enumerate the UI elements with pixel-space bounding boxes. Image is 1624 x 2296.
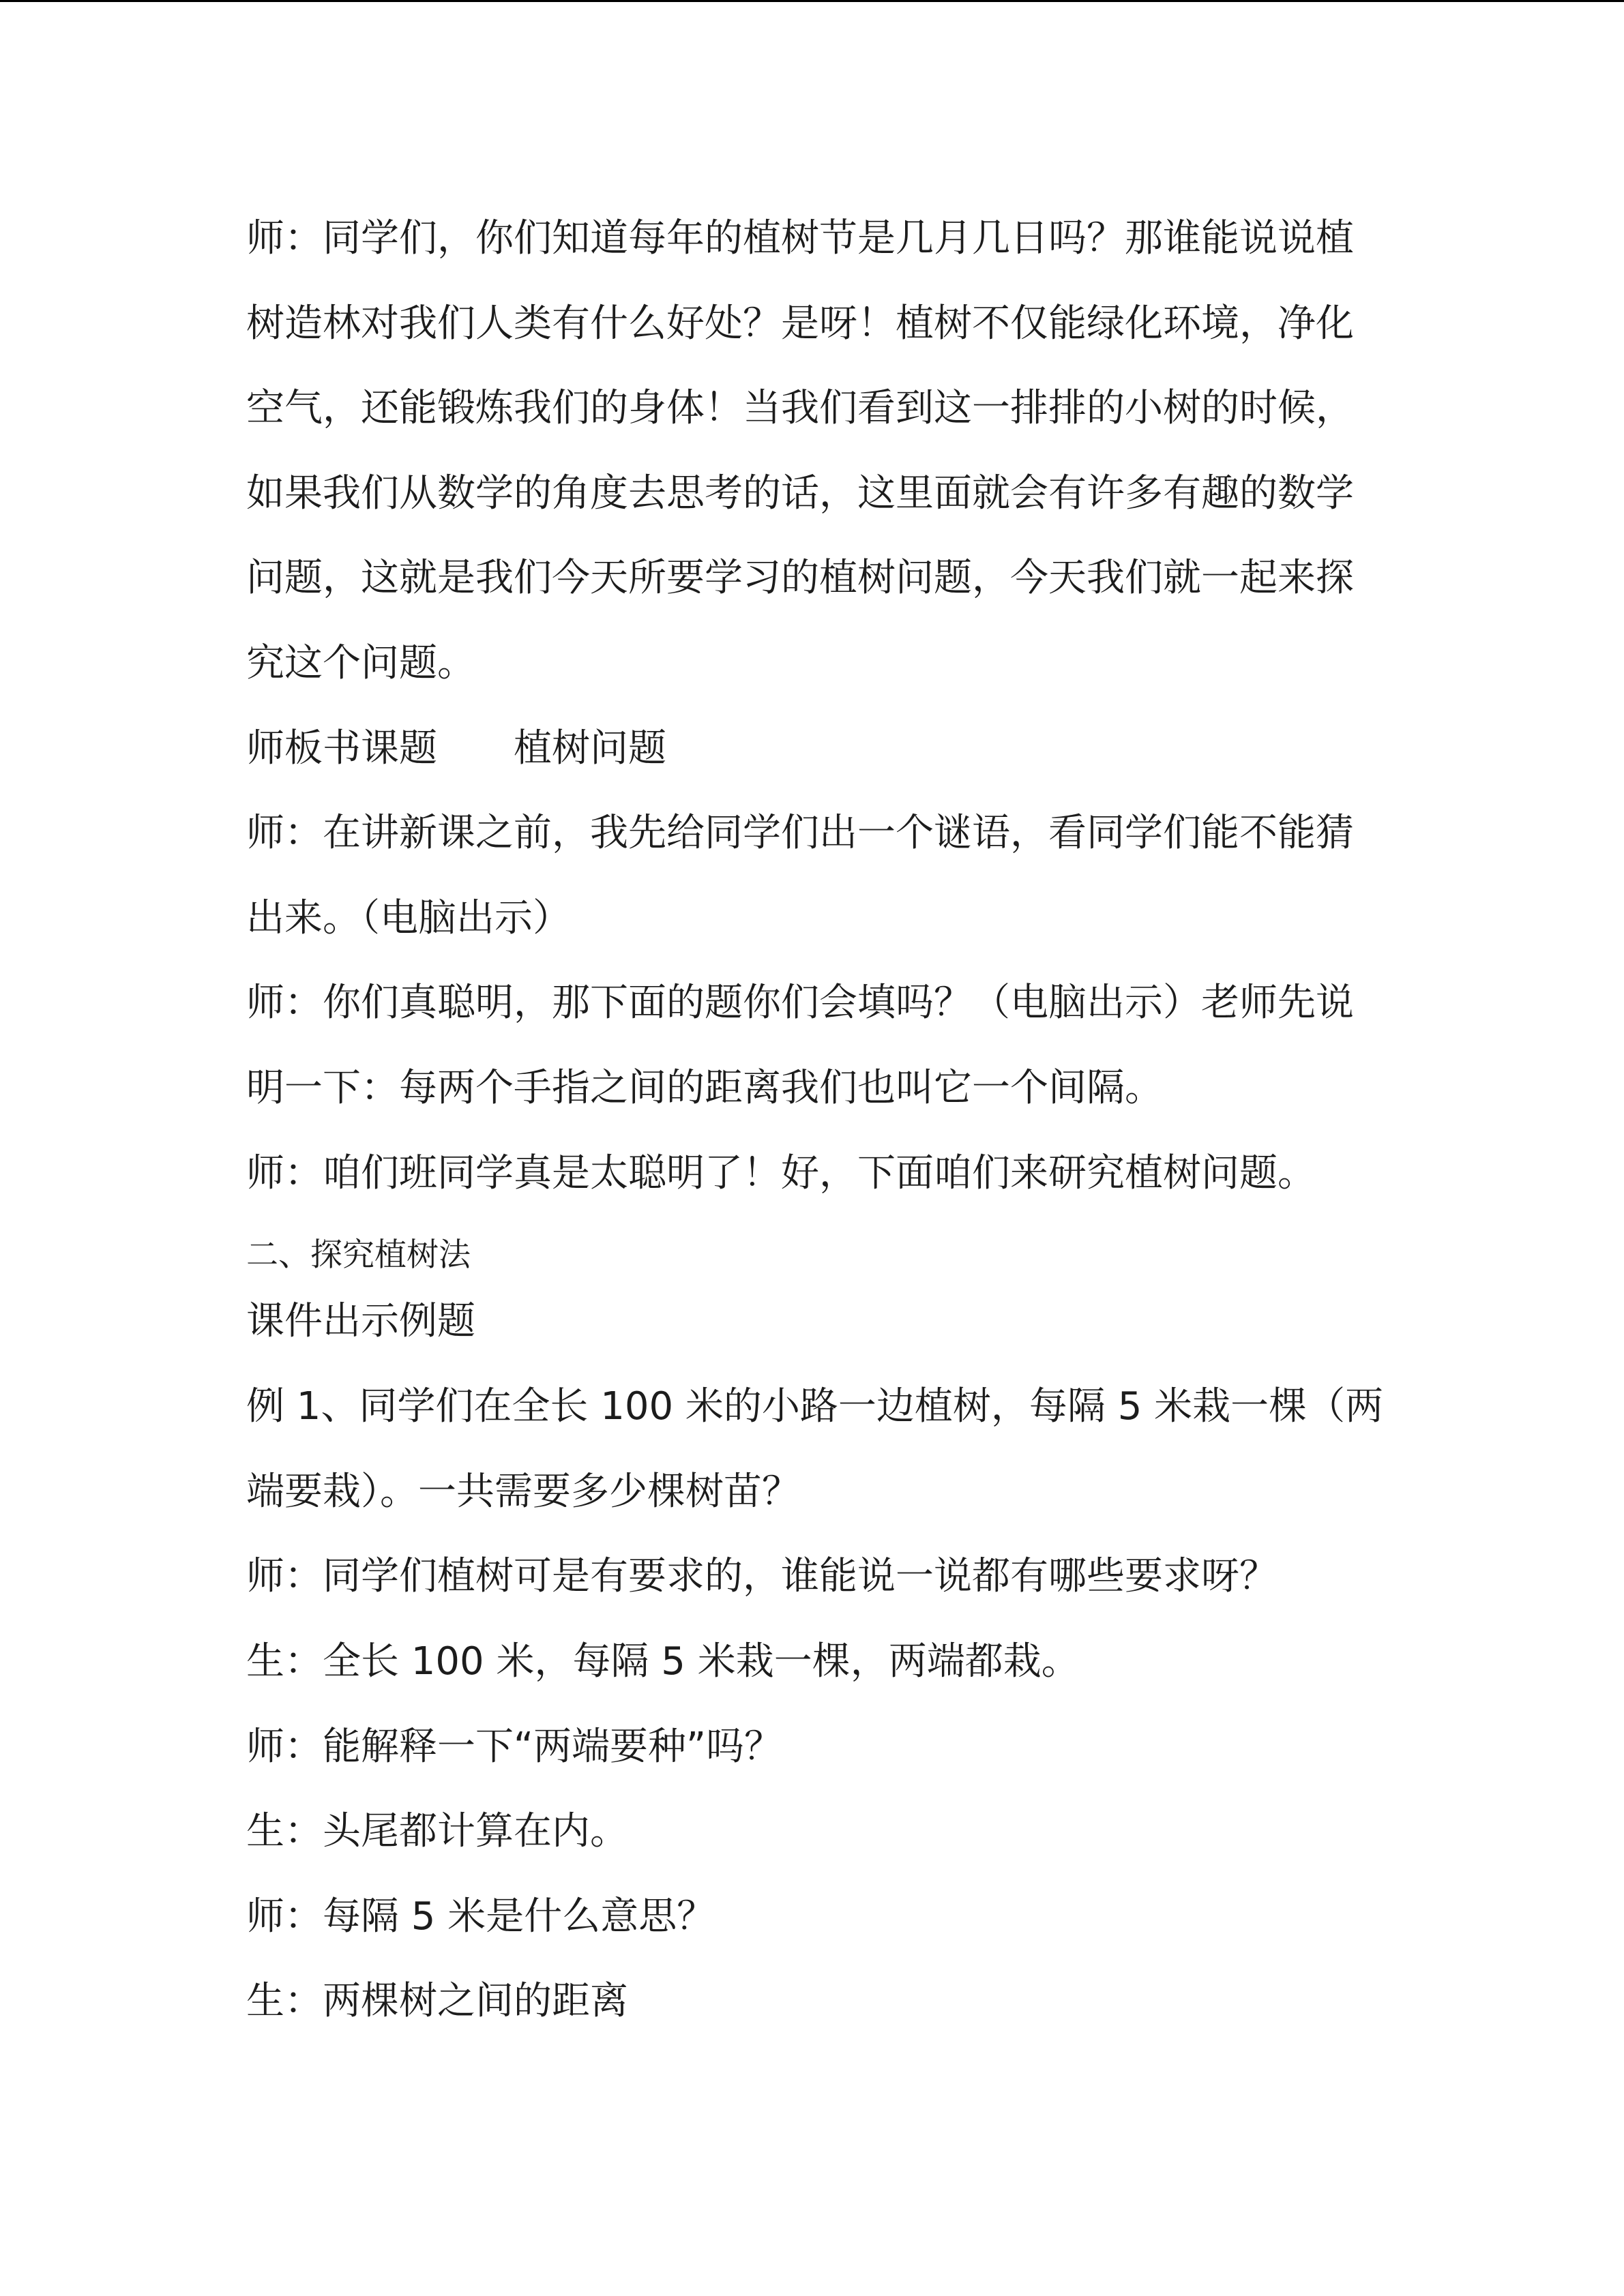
text-line: 师板书课题 植树问题 — [246, 726, 666, 771]
text-line: 端要栽）。一共需要多少棵树苗？ — [246, 1469, 800, 1514]
text-line: 生：全长 100 米，每隔 5 米栽一棵，两端都栽。 — [246, 1639, 1080, 1684]
text-line: 课件出示例题 — [246, 1299, 475, 1344]
dialogue-line — [246, 1620, 1624, 1705]
text-line: 树造林对我们人类有什么好处？是呀！植树不仅能绿化环境，净化 — [246, 301, 1354, 346]
paragraph — [246, 791, 1624, 961]
text-line: 明一下：每两个手指之间的距离我们也叫它一个间隔。 — [246, 1065, 1163, 1110]
text-line: 师：咱们班同学真是太聪明了！好，下面咱们来研究植树问题。 — [246, 1150, 1316, 1195]
paragraph — [246, 1131, 1624, 1217]
dialogue-line — [246, 1789, 1624, 1875]
text-line: 生：两棵树之间的距离 — [246, 1979, 628, 2024]
board-title-paragraph — [246, 706, 1624, 792]
text-line: 问题，这就是我们今天所要学习的植树问题，今天我们就一起来探 — [246, 556, 1354, 601]
text-line: 如果我们从数学的角度去思考的话，这里面就会有许多有趣的数学 — [246, 471, 1354, 516]
text-line: 究这个问题。 — [246, 640, 475, 685]
dialogue-line — [246, 1705, 1624, 1790]
text-line: 师：在讲新课之前，我先给同学们出一个谜语，看同学们能不能猜 — [246, 811, 1354, 856]
example-problem — [246, 1365, 1624, 1534]
text-line: 师：同学们植树可是有要求的，谁能说一说都有哪些要求呀？ — [246, 1554, 1278, 1599]
dialogue-line — [246, 1959, 1624, 2044]
section-heading: 二、探究植树法 — [246, 1236, 471, 1274]
text-line: 出来。（电脑出示） — [246, 895, 571, 940]
text-line: 师：你们真聪明，那下面的题你们会填吗？（电脑出示）老师先说 — [246, 981, 1354, 1026]
dialogue-line — [246, 1534, 1624, 1620]
paragraph — [246, 961, 1624, 1131]
text-line: 师：能解释一下“两端要种”吗？ — [246, 1724, 783, 1769]
text-line: 例 1、同学们在全长 100 米的小路一边植树，每隔 5 米栽一棵（两 — [246, 1384, 1384, 1429]
text-line: 生：头尾都计算在内。 — [246, 1809, 628, 1854]
text-line: 师：每隔 5 米是什么意思？ — [246, 1894, 715, 1939]
text-line: 空气，还能锻炼我们的身体！当我们看到这一排排的小树的时候， — [246, 386, 1354, 431]
text-line: 师：同学们，你们知道每年的植树节是几月几日吗？那谁能说说植 — [246, 216, 1354, 260]
courseware-caption — [246, 1295, 1624, 1348]
paragraph — [246, 196, 1624, 706]
dialogue-line — [246, 1875, 1624, 1960]
